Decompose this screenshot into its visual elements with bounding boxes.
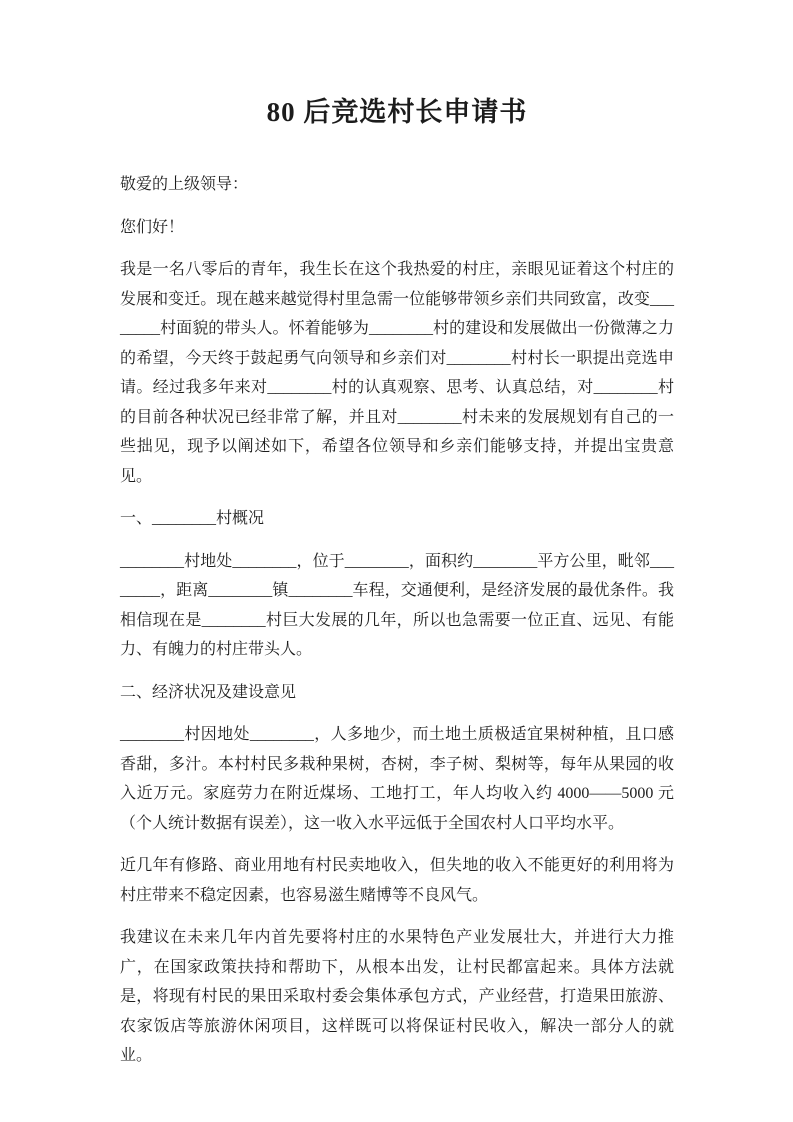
- paragraph-village-overview: ________村地处________，位于________，面积约________平方公里，毗邻________，距离________镇________车程，交通便利，是经济发展的最优条件。我相信现在是________村巨大发展的几年，所以也急需要一位正直、远见、有能力、有魄力的村庄带头人。: [120, 552, 674, 659]
- greeting-line: 您们好！: [120, 218, 185, 236]
- section-heading-economy: 二、经济状况及建设意见: [120, 683, 297, 701]
- document-title: 80 后竞选村长申请书: [266, 97, 528, 127]
- section-heading-village-overview: 一、________村概况: [120, 510, 265, 528]
- paragraph-development-proposal: 我建议在未来几年内首先要将村庄的水果特色产业发展壮大，并进行大力推广，在国家政策扶持和帮助下，从根本出发，让村民都富起来。具体方法就是，将现有村民的果田采取村委会集体承包方式，产业经营，打造果田旅游、农家饭店等旅游休闲项目，这样既可以将保证村民收入，解决一部分人的就业。: [120, 929, 674, 1065]
- paragraph-economy-status: ________村因地处________，人多地少，而土地土质极适宜果树种植，且口感香甜，多汁。本村村民多栽种果树，杏树，李子树、梨树等，每年从果园的收入近万元。家庭劳力在附近煤场、工地打工，年人均收入约 4000——5000 元（个人统计数据有误差），这一收入水平远低于全国农村人口平均水平。: [120, 726, 674, 832]
- paragraph-introduction: 我是一名八零后的青年，我生长在这个我热爱的村庄，亲眼见证着这个村庄的发展和变迁。现在越来越觉得村里急需一位能够带领乡亲们共同致富，改变________村面貌的带头人。怀着能够为________村的建设和发展做出一份微薄之力的希望，今天终于鼓起勇气向领导和乡亲们对________村村长一职提出竞选申请。经过我多年来对________村的认真观察、思考、认真总结，对________村的目前各种状况已经非常了解，并且对________村未来的发展规划有自己的一些拙见，现予以阐述如下，希望各位领导和乡亲们能够支持，并提出宝贵意见。: [120, 261, 674, 485]
- salutation-line: 敬爱的上级领导：: [120, 176, 249, 194]
- paragraph-land-sale-risk: 近几年有修路、商业用地有村民卖地收入，但失地的收入不能更好的利用将为村庄带来不稳定因素，也容易滋生赌博等不良风气。: [120, 857, 674, 904]
